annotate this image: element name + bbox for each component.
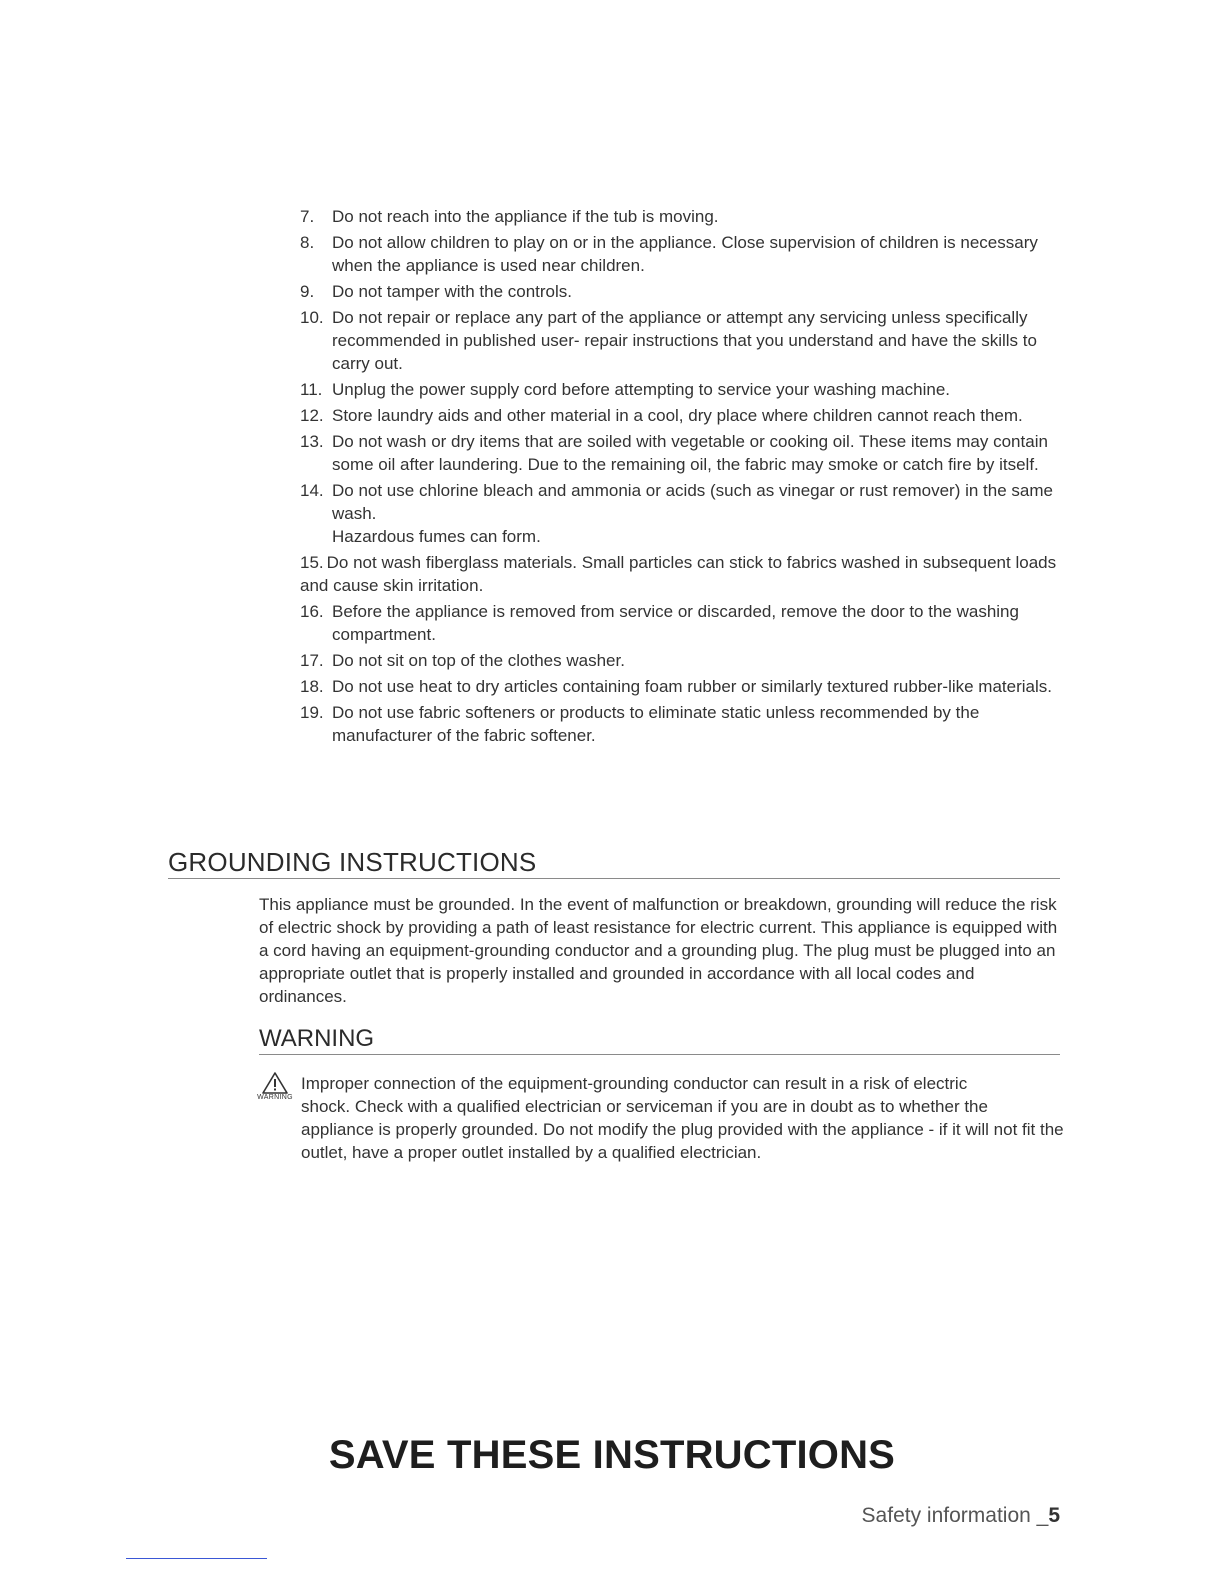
save-instructions-title: SAVE THESE INSTRUCTIONS [328, 1433, 896, 1477]
list-item [300, 280, 1062, 303]
page-number: 5 [1048, 1504, 1060, 1527]
item-number: 14. [300, 481, 324, 500]
item-text: Do not repair or replace any part of the appliance or attempt any servicing unless specifically recommended in published user- repair instructions that you understand and have the skills to carry out. [332, 308, 1037, 373]
item-number: 17. [300, 651, 324, 670]
item-number: 12. [300, 406, 324, 425]
warning-body [259, 1072, 1064, 1164]
footer-divider [126, 1558, 267, 1559]
grounding-heading: GROUNDING INSTRUCTIONS [168, 846, 1060, 879]
item-number: 8. [300, 233, 315, 252]
grounding-body: This appliance must be grounded. In the event of malfunction or breakdown, grounding will reduce the risk of electric shock by providing a path of least resistance for electric current. This appliance is equipped with a cord having an equipment-grounding conductor and a grounding plug. The plug must be plugged into an appropriate outlet that is properly installed and grounded in accordance with all local codes and ordinances. [259, 895, 1058, 1006]
footer-section: Safety information _ [861, 1504, 1049, 1527]
list-item [300, 600, 1062, 646]
item-text: Do not tamper with the controls. [332, 282, 573, 301]
list-item [300, 378, 1062, 401]
page-footer [862, 1502, 1060, 1530]
list-item [300, 479, 1062, 548]
warning-heading: WARNING [259, 1024, 1060, 1055]
item-text: Before the appliance is removed from service or discarded, remove the door to the washing compartment. [332, 602, 1019, 644]
list-item [300, 675, 1062, 698]
item-text: Do not use fabric softeners or products to eliminate static unless recommended by the manufacturer of the fabric softener. [332, 703, 980, 745]
item-number: 15. [300, 553, 324, 572]
item-number: 11. [300, 380, 323, 399]
list-item [300, 205, 1062, 228]
item-number: 10. [300, 308, 324, 327]
item-number: 7. [300, 207, 315, 226]
list-item [300, 430, 1062, 476]
item-text: Do not use heat to dry articles containing foam rubber or similarly textured rubber-like materials. [332, 677, 1052, 696]
list-item [300, 404, 1062, 427]
item-text: Do not allow children to play on or in the appliance. Close supervision of children is necessary when the appliance is used near children. [332, 233, 1038, 275]
item-number: 19. [300, 703, 324, 722]
safety-list [300, 205, 1062, 750]
item-number: 9. [300, 282, 315, 301]
item-note: Hazardous fumes can form. [332, 527, 541, 546]
list-item [300, 649, 1062, 672]
item-number: 18. [300, 677, 324, 696]
warning-first-line: Improper connection of the equipment-grounding conductor can result in a risk of electric [301, 1074, 968, 1093]
item-text: Do not reach into the appliance if the tub is moving. [332, 207, 719, 226]
item-text: Do not sit on top of the clothes washer. [332, 651, 625, 670]
list-item [300, 701, 1062, 747]
item-number: 13. [300, 432, 324, 451]
item-text: Do not wash fiberglass materials. Small particles can stick to fabrics washed in subsequent loads and cause skin irritation. [300, 553, 1057, 595]
list-item [300, 231, 1062, 277]
list-item [300, 551, 1062, 597]
item-number: 16. [300, 602, 324, 621]
item-text: Do not wash or dry items that are soiled with vegetable or cooking oil. These items may contain some oil after laundering. Due to the remaining oil, the fabric may smoke or catch fire by itself. [332, 432, 1048, 474]
item-text: Store laundry aids and other material in a cool, dry place where children cannot reach them. [332, 406, 1023, 425]
warning-rest: shock. Check with a qualified electrician or serviceman if you are in doubt as to whether the appliance is properly grounded. Do not modify the plug provided with the appliance - if it will not fit the outlet, have a proper outlet installed by a qualified electrician. [301, 1097, 1064, 1162]
item-text: Unplug the power supply cord before attempting to service your washing machine. [332, 380, 951, 399]
item-text: Do not use chlorine bleach and ammonia or acids (such as vinegar or rust remover) in the same wash. [332, 481, 1053, 523]
warning-icon-label: WARNING [257, 1094, 293, 1101]
list-item [300, 306, 1062, 375]
